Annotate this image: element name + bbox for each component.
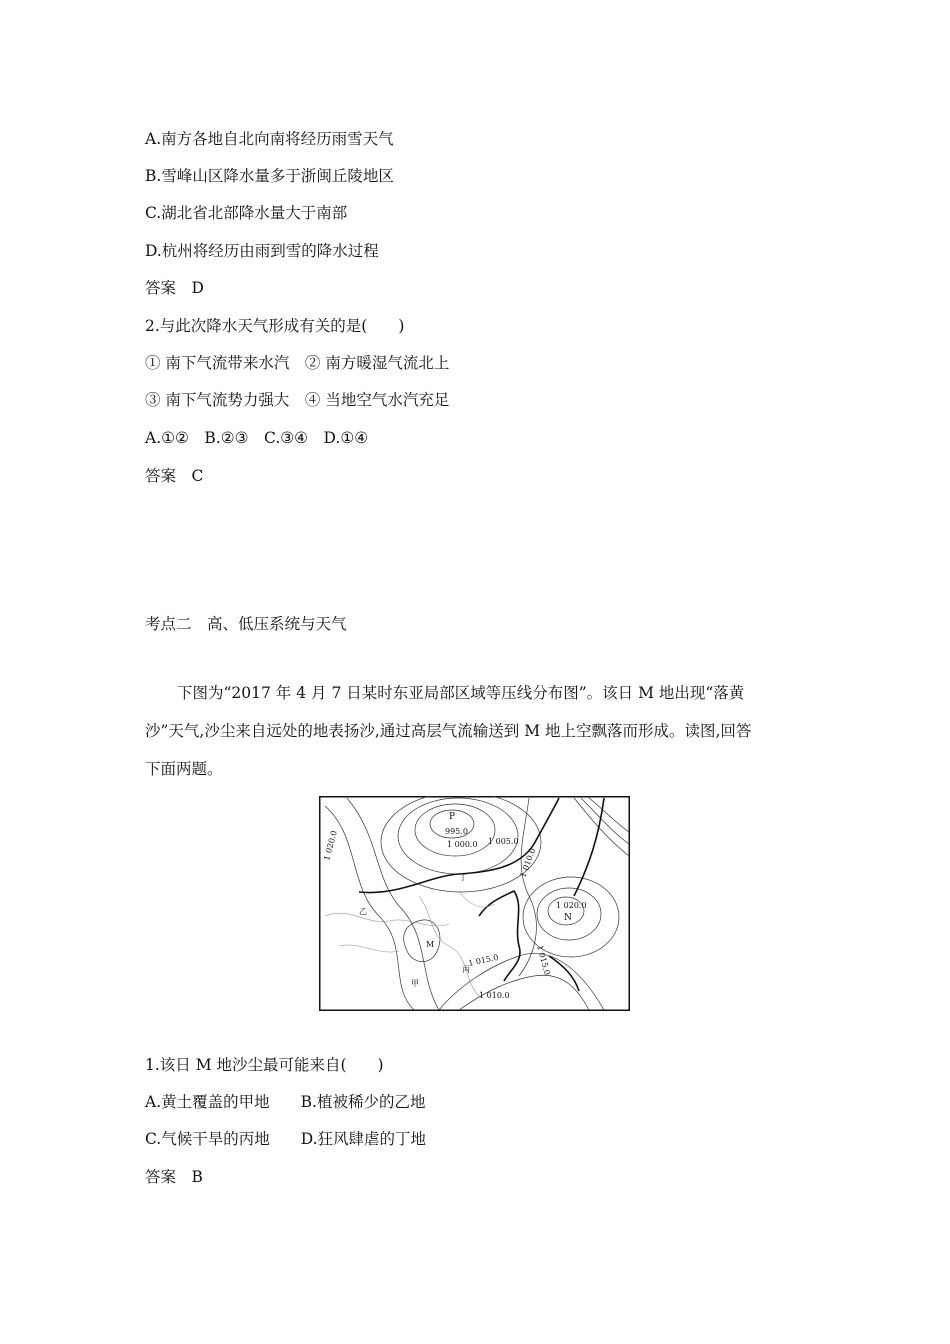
question-2-items-2: ③ 南下气流势力强大 ④ 当地空气水汽充足	[145, 391, 450, 409]
question-3-options-cd: C.气候干旱的丙地 D.狂风肆虐的丁地	[145, 1130, 427, 1148]
map-label-1000: 1 000.0	[447, 840, 478, 849]
question-3-stem: 1.该日 M 地沙尘最可能来自( )	[145, 1056, 384, 1074]
option-b: B.雪峰山区降水量多于浙闽丘陵地区	[145, 167, 394, 185]
intro-line-3: 下面两题。	[145, 760, 223, 778]
question-2-options: A.①② B.②③ C.③④ D.①④	[145, 429, 369, 447]
option-c: C.湖北省北部降水量大于南部	[145, 204, 348, 222]
map-label-yi: 乙	[359, 907, 367, 916]
map-label-1020-west: 1 020.0	[322, 829, 339, 862]
map-label-1005: 1 005.0	[488, 837, 519, 846]
map-label-n: N	[564, 913, 572, 923]
map-label-jia: 甲	[411, 979, 419, 988]
answer-1: 答案 D	[145, 279, 204, 297]
map-label-m: M	[426, 940, 435, 949]
map-label-ding: 丁	[459, 873, 467, 882]
isobar-map	[319, 796, 630, 1011]
option-a: A.南方各地自北向南将经历雨雪天气	[145, 130, 394, 148]
intro-line-1: 下图为“2017 年 4 月 7 日某时东亚局部区域等压线分布图”。该日 M 地出现“落黄	[177, 684, 745, 702]
option-d: D.杭州将经历由雨到雪的降水过程	[145, 242, 379, 260]
section-title: 考点二 高、低压系统与天气	[145, 615, 347, 633]
map-label-1010-ne: 1 010.0	[518, 846, 538, 879]
question-2-items-1: ① 南下气流带来水汽 ② 南方暖湿气流北上	[145, 354, 450, 372]
answer-3: 答案 B	[145, 1168, 203, 1186]
question-3-options-ab: A.黄土覆盖的甲地 B.植被稀少的乙地	[145, 1093, 426, 1111]
map-label-1020-n: 1 020.0	[556, 901, 587, 910]
map-label-p: P	[449, 812, 456, 822]
answer-2: 答案 C	[145, 467, 204, 485]
question-2-stem: 2.与此次降水天气形成有关的是( )	[145, 317, 405, 335]
map-label-1010-south: 1 010.0	[479, 991, 510, 1000]
map-label-1015: 1 015.0	[535, 944, 552, 977]
intro-line-2: 沙”天气,沙尘来自远处的地表扬沙,通过高层气流输送到 M 地上空飘落而形成。读图,回答	[145, 722, 752, 740]
map-label-995: 995.0	[445, 827, 468, 836]
map-label-1015-b: 1 015.0	[467, 952, 500, 968]
map-label-bing: 丙	[462, 965, 470, 974]
